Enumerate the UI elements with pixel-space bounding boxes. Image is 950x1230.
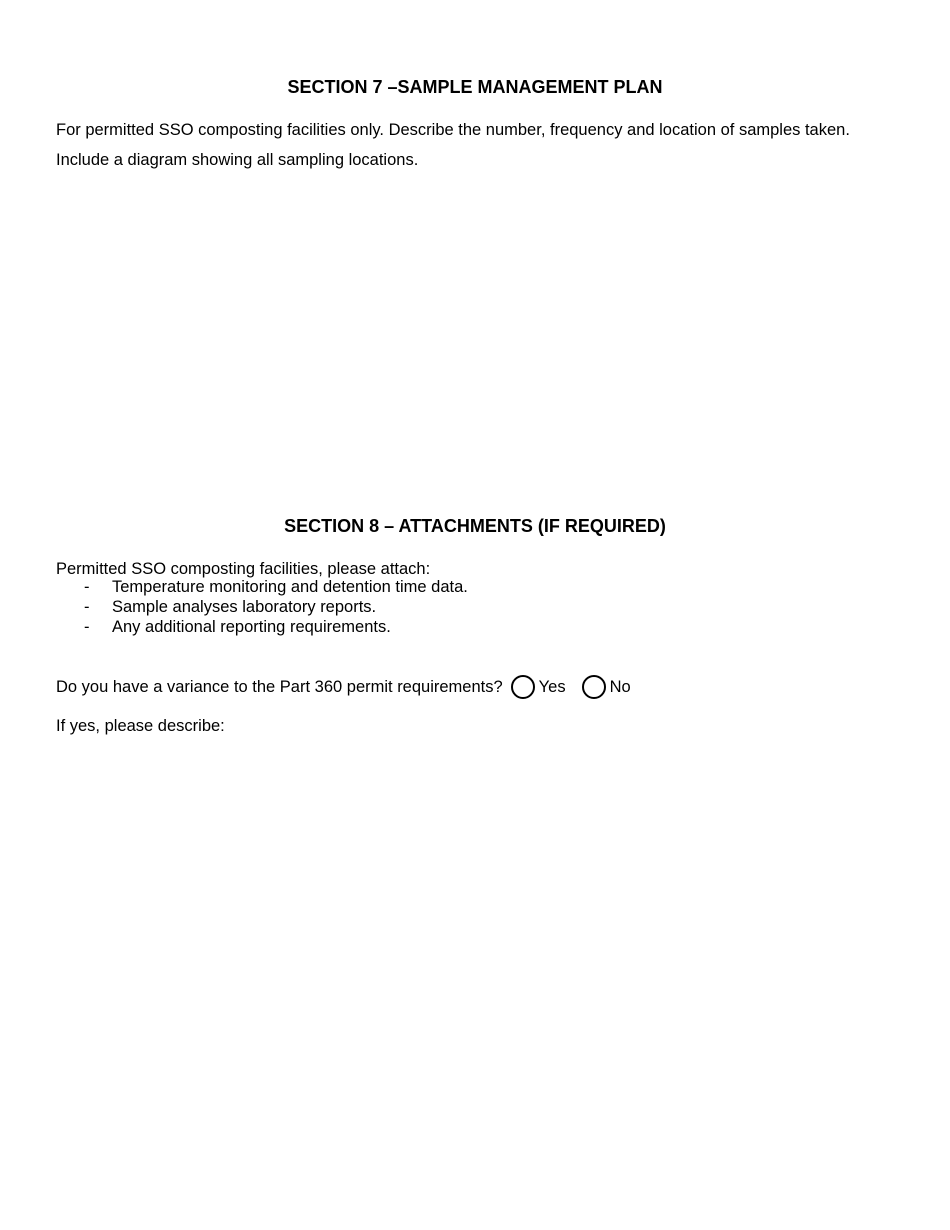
- variance-describe-label: If yes, please describe:: [56, 717, 225, 735]
- list-item-text: Sample analyses laboratory reports.: [112, 598, 377, 616]
- no-label: No: [609, 677, 631, 696]
- yes-radio[interactable]: [511, 675, 535, 699]
- bullet-marker: -: [84, 618, 90, 636]
- list-item: [56, 577, 468, 597]
- sample-plan-response-area[interactable]: [56, 185, 894, 495]
- section7-instructions-line1: For permitted SSO composting facilities only. Describe the number, frequency and location of samples taken.: [56, 121, 850, 139]
- variance-description-area[interactable]: [56, 745, 894, 1185]
- yes-label: Yes: [538, 677, 566, 696]
- section8-title: SECTION 8 – ATTACHMENTS (IF REQUIRED): [284, 516, 666, 536]
- attachments-intro: Permitted SSO composting facilities, please attach:: [56, 560, 431, 578]
- variance-question-label: Do you have a variance to the Part 360 permit requirements?: [56, 677, 503, 696]
- bullet-marker: -: [84, 598, 90, 616]
- section7-title: SECTION 7 –SAMPLE MANAGEMENT PLAN: [287, 77, 663, 97]
- section7-instructions-line2: Include a diagram showing all sampling locations.: [56, 151, 419, 169]
- list-item-text: Any additional reporting requirements.: [112, 618, 391, 636]
- variance-question-row: [56, 672, 631, 702]
- no-radio[interactable]: [582, 675, 606, 699]
- attachments-list: [56, 577, 468, 637]
- list-item: [56, 617, 468, 637]
- bullet-marker: -: [84, 578, 90, 596]
- list-item-text: Temperature monitoring and detention time data.: [112, 578, 468, 596]
- list-item: [56, 597, 468, 617]
